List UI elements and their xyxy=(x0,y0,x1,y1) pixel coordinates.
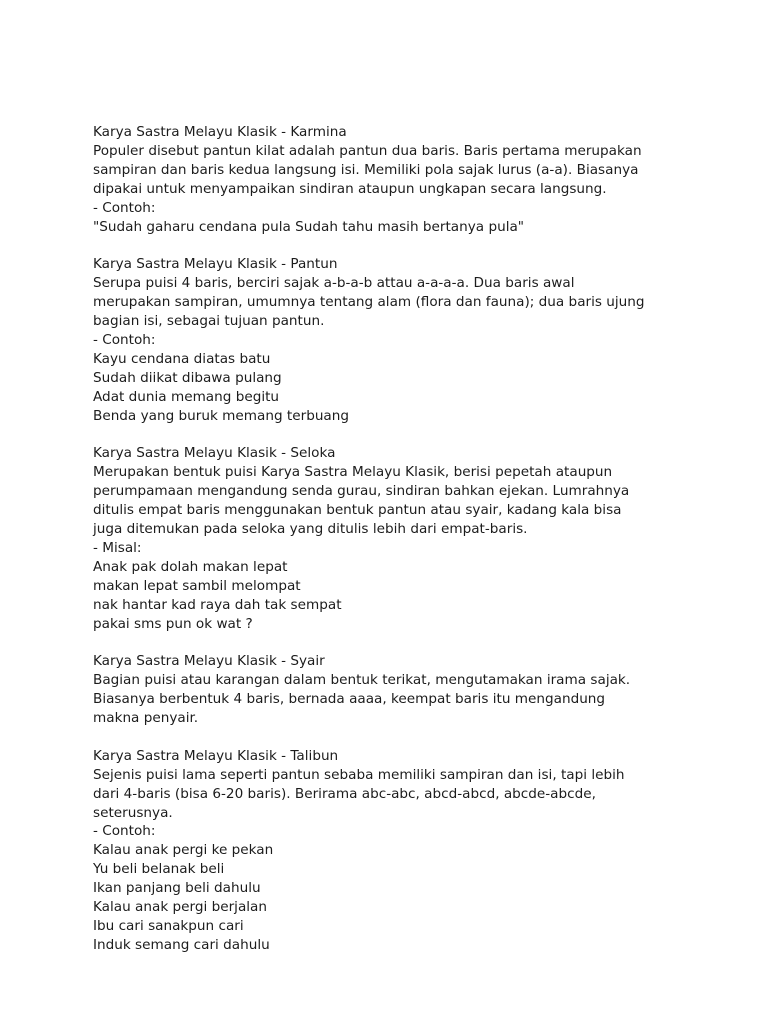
example-line: "Sudah gaharu cendana pula Sudah tahu masih bertanya pula" xyxy=(93,218,525,235)
body-text-line: seterusnya. xyxy=(93,804,173,821)
body-text-line: perumpamaan mengandung senda gurau, sindiran bahkan ejekan. Lumrahnya xyxy=(93,483,630,500)
example-line: Induk semang cari dahulu xyxy=(93,936,270,953)
section-heading: Karya Sastra Melayu Klasik - Syair xyxy=(93,653,325,670)
section-heading: Karya Sastra Melayu Klasik - Karmina xyxy=(93,124,347,140)
body-text-line: bagian isi, sebagai tujuan pantun. xyxy=(93,313,325,330)
body-text-line: Biasanya berbentuk 4 baris, bernada aaaa, keempat baris itu mengandung xyxy=(93,691,606,708)
example-line: Anak pak dolah makan lepat xyxy=(93,558,288,575)
body-text-line: juga ditemukan pada seloka yang ditulis lebih dari empat-baris. xyxy=(93,521,528,537)
body-text-line: ditulis empat baris menggunakan bentuk pantun atau syair, kadang kala bisa xyxy=(93,502,622,519)
example-line: Kayu cendana diatas batu xyxy=(93,350,271,367)
example-line: pakai sms pun ok wat ? xyxy=(93,615,253,632)
example-line: Sudah diikat dibawa pulang xyxy=(93,369,282,386)
body-text-line: Sejenis puisi lama seperti pantun sebaba memiliki sampiran dan isi, tapi lebih xyxy=(93,766,625,783)
body-text-line: sampiran dan baris kedua langsung isi. Memiliki pola sajak lurus (a-a). Biasanya xyxy=(93,161,639,178)
section-seloka xyxy=(93,444,733,633)
example-line: Ibu cari sanakpun cari xyxy=(93,918,244,934)
example-line: Yu beli belanak beli xyxy=(93,861,225,878)
example-line: Kalau anak pergi ke pekan xyxy=(93,842,274,859)
section-heading: Karya Sastra Melayu Klasik - Seloka xyxy=(93,445,336,462)
section-syair xyxy=(93,652,733,728)
example-line: Ikan panjang beli dahulu xyxy=(93,880,261,897)
example-label: - Contoh: xyxy=(93,331,156,348)
section-pantun xyxy=(93,255,733,425)
body-text-line: makna penyair. xyxy=(93,710,199,727)
example-label: - Misal: xyxy=(93,539,142,556)
section-karmina xyxy=(93,123,733,236)
example-line: Kalau anak pergi berjalan xyxy=(93,899,267,916)
body-text-line: Serupa puisi 4 baris, berciri sajak a-b-a-b attau a-a-a-a. Dua baris awal xyxy=(93,275,575,292)
example-label: - Contoh: xyxy=(93,199,156,216)
document-page xyxy=(93,123,733,955)
body-text-line: Populer disebut pantun kilat adalah pantun dua baris. Baris pertama merupakan xyxy=(93,142,642,159)
section-heading: Karya Sastra Melayu Klasik - Talibun xyxy=(93,747,339,764)
body-text-line: Bagian puisi atau karangan dalam bentuk terikat, mengutamakan irama sajak. xyxy=(93,672,631,689)
example-line: Adat dunia memang begitu xyxy=(93,388,280,405)
example-line: nak hantar kad raya dah tak sempat xyxy=(93,596,342,613)
section-talibun xyxy=(93,747,733,955)
example-line: Benda yang buruk memang terbuang xyxy=(93,407,350,424)
example-label: - Contoh: xyxy=(93,823,156,840)
section-heading: Karya Sastra Melayu Klasik - Pantun xyxy=(93,256,338,273)
example-line: makan lepat sambil melompat xyxy=(93,577,301,594)
body-text-line: dipakai untuk menyampaikan sindiran ataupun ungkapan secara langsung. xyxy=(93,180,607,197)
body-text-line: merupakan sampiran, umumnya tentang alam (flora dan fauna); dua baris ujung xyxy=(93,294,645,311)
body-text-line: Merupakan bentuk puisi Karya Sastra Melayu Klasik, berisi pepetah ataupun xyxy=(93,464,613,481)
body-text-line: dari 4-baris (bisa 6-20 baris). Berirama abc-abc, abcd-abcd, abcde-abcde, xyxy=(93,785,596,802)
